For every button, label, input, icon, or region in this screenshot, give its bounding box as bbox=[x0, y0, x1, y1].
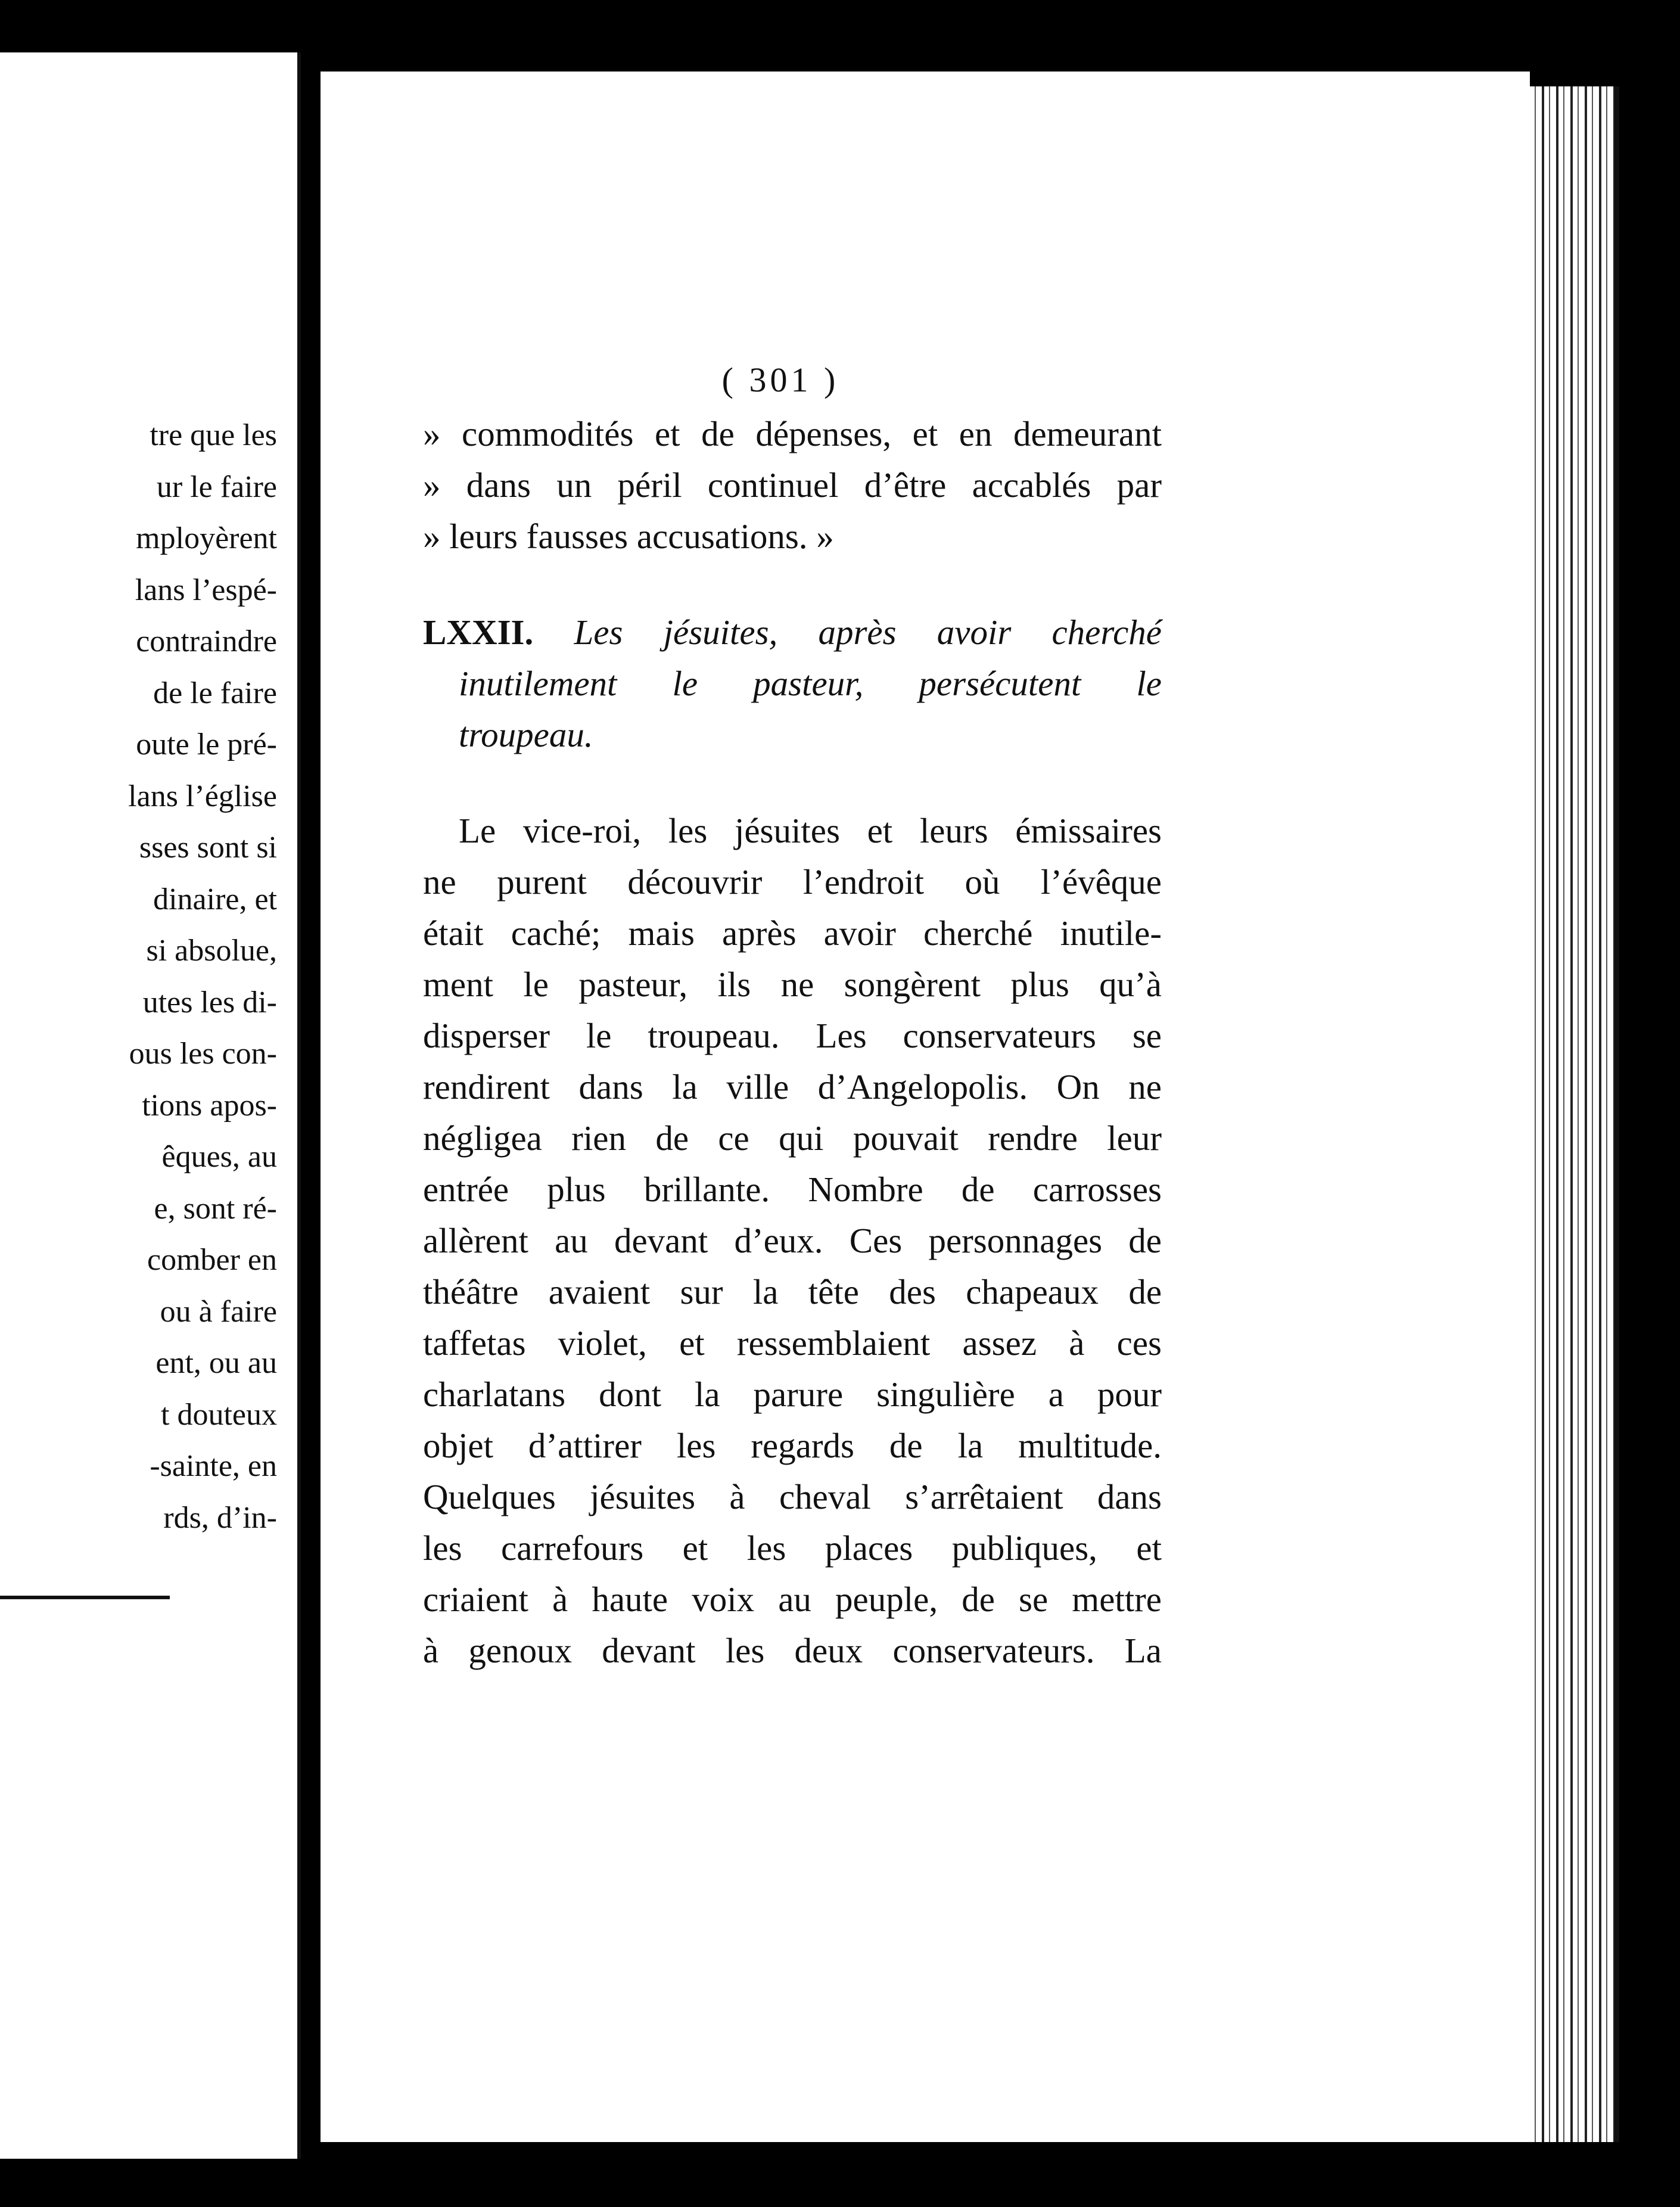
left-line: ent, ou au bbox=[155, 1346, 277, 1380]
left-line: ur le faire bbox=[156, 470, 277, 504]
section-title-line: troupeau. bbox=[459, 715, 593, 754]
right-page-text bbox=[423, 352, 1162, 1676]
paragraph-line: théâtre avaient sur la tête des chapeaux de bbox=[423, 1272, 1162, 1311]
left-line: ou à faire bbox=[160, 1294, 277, 1329]
paragraph-line: Le vice-roi, les jésuites et leurs émissaires bbox=[459, 811, 1162, 850]
section-title-line: Les jésuites, après avoir cherché bbox=[574, 613, 1162, 652]
quote-line: » dans un péril continuel d’être accablés par bbox=[423, 465, 1162, 505]
paragraph-line: était caché; mais après avoir cherché inutile- bbox=[423, 913, 1162, 953]
quote-line: » commodités et de dépenses, et en demeurant bbox=[423, 414, 1162, 453]
section-number: LXXII. bbox=[423, 613, 534, 652]
left-line: -sainte, en bbox=[150, 1449, 277, 1483]
paragraph-line: ne purent découvrir l’endroit où l’évêque bbox=[423, 862, 1162, 902]
paragraph-line: disperser le troupeau. Les conservateurs se bbox=[423, 1016, 1162, 1055]
left-line: êques, au bbox=[161, 1140, 277, 1174]
paragraph-line: charlatans dont la parure singulière a pour bbox=[423, 1375, 1162, 1414]
page-number: ( 301 ) bbox=[721, 360, 839, 399]
left-line: contraindre bbox=[136, 624, 277, 658]
section-heading bbox=[423, 607, 1162, 658]
paragraph-line: ment le pasteur, ils ne songèrent plus qu’à bbox=[423, 965, 1162, 1004]
left-line: tions apos- bbox=[142, 1088, 277, 1123]
left-line: t douteux bbox=[161, 1397, 277, 1432]
left-line: tre que les bbox=[150, 418, 277, 452]
paragraph-line: Quelques jésuites à cheval s’arrêtaient dans bbox=[423, 1477, 1162, 1516]
paragraph-line: rendirent dans la ville d’Angelopolis. On ne bbox=[423, 1067, 1162, 1106]
left-line: lans l’église bbox=[128, 779, 277, 813]
left-line: mployèrent bbox=[136, 521, 277, 555]
left-page bbox=[0, 52, 301, 2159]
left-line: utes les di- bbox=[142, 985, 277, 1019]
paragraph-line: objet d’attirer les regards de la multitude. bbox=[423, 1426, 1162, 1465]
left-line: ous les con- bbox=[129, 1037, 277, 1071]
left-line: de le faire bbox=[153, 676, 277, 710]
left-page-text bbox=[128, 410, 277, 1544]
paragraph-line: taffetas violet, et ressemblaient assez à ces bbox=[423, 1323, 1162, 1363]
quote-line: » leurs fausses accusations. » bbox=[423, 517, 834, 556]
paragraph-line: allèrent au devant d’eux. Ces personnages de bbox=[423, 1221, 1162, 1260]
paragraph-line: entrée plus brillante. Nombre de carrosses bbox=[423, 1170, 1162, 1209]
left-line: dinaire, et bbox=[153, 882, 277, 916]
paragraph-line: criaient à haute voix au peuple, de se mettre bbox=[423, 1580, 1162, 1619]
gutter bbox=[297, 52, 301, 2159]
left-line: lans l’espé- bbox=[135, 573, 277, 607]
paragraph-line: les carrefours et les places publiques, et bbox=[423, 1528, 1162, 1568]
left-line: comber en bbox=[147, 1243, 277, 1277]
left-line: sses sont si bbox=[139, 831, 277, 865]
paragraph-line: à genoux devant les deux conservateurs. La bbox=[423, 1631, 1162, 1670]
left-line: rds, d’in- bbox=[163, 1500, 277, 1535]
footer-rule bbox=[0, 1596, 170, 1599]
left-line: oute le pré- bbox=[136, 728, 277, 761]
paragraph-line: négligea rien de ce qui pouvait rendre leur bbox=[423, 1118, 1162, 1158]
left-line: e, sont ré- bbox=[154, 1191, 277, 1226]
section-title-line: inutilement le pasteur, persécutent le bbox=[459, 664, 1162, 703]
left-line: si absolue, bbox=[146, 934, 277, 968]
